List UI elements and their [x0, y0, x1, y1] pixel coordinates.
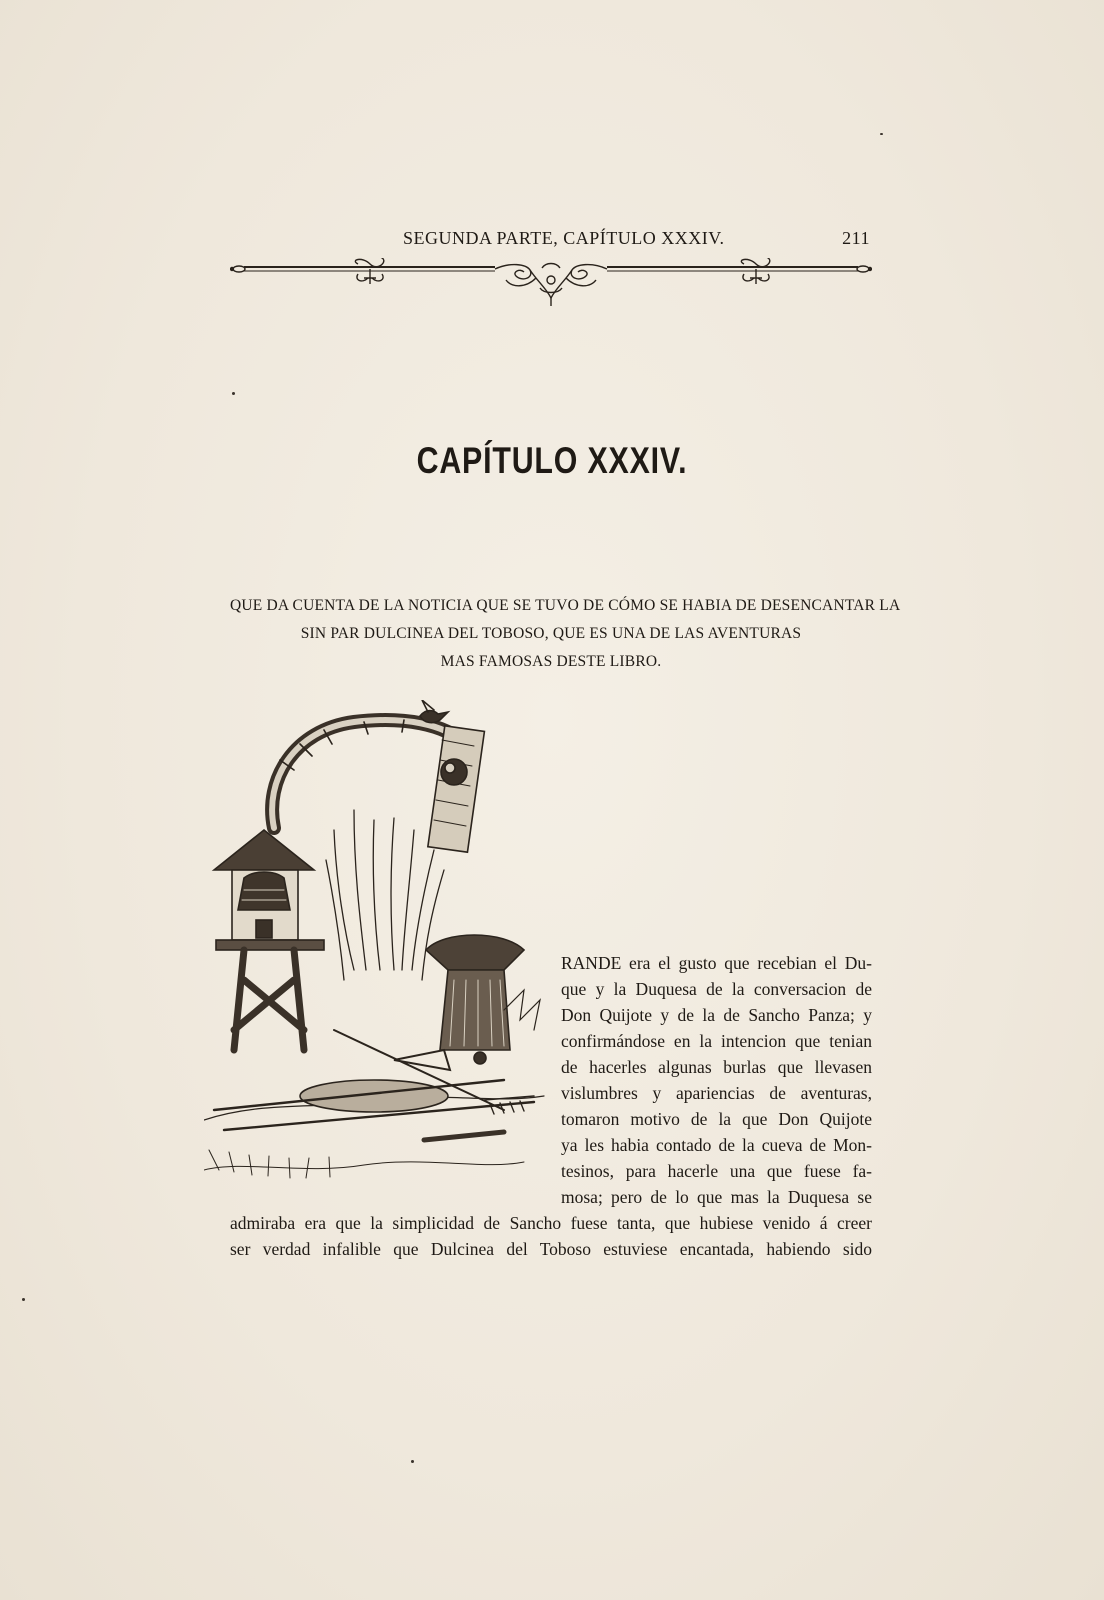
paper-speck [880, 133, 883, 135]
body-line: ser verdad infalible que Dulcinea del Toboso estuviese encantada, habiendo sido [230, 1239, 872, 1259]
decorated-initial-g-illustration-icon [204, 700, 556, 1200]
summary-line: QUE DA CUENTA DE LA NOTICIA QUE SE TUVO DE CÓMO SE HABIA DE DESENCANTAR LA [230, 597, 901, 614]
summary-line: SIN PAR DULCINEA DEL TOBOSO, QUE ES UNA DE LAS AVENTURAS [300, 625, 802, 642]
body-line: vislumbres y apariencias de aventuras, [561, 1083, 872, 1103]
body-line: que y la Duquesa de la conversacion de [561, 979, 872, 999]
paper-speck [232, 392, 235, 395]
ornamental-rule-icon [230, 258, 872, 314]
running-head-title: SEGUNDA PARTE, CAPÍTULO XXXIV. [403, 228, 725, 248]
paper-speck [22, 1298, 25, 1301]
body-line: de hacerles algunas burlas que llevasen [561, 1057, 872, 1077]
body-line: tesinos, para hacerle una que fuese fa- [561, 1161, 872, 1181]
body-line: RANDE era el gusto que recebian el Du- [561, 953, 872, 973]
running-head [230, 228, 870, 252]
paper-speck [411, 1460, 414, 1463]
chapter-summary [230, 592, 901, 676]
body-line: tomaron motivo de la que Don Quijote [561, 1109, 872, 1129]
body-line: ya les habia contado de la cueva de Mon- [561, 1135, 872, 1155]
body-line: Don Quijote y de la de Sancho Panza; y [561, 1005, 872, 1025]
chapter-title: CAPÍTULO XXXIV. [416, 440, 688, 481]
body-line: mosa; pero de lo que mas la Duquesa se [561, 1187, 872, 1207]
body-line: admiraba era que la simplicidad de Sancho fuese tanta, que hubiese venido á creer [230, 1213, 872, 1233]
body-line: confirmándose en la intencion que tenian [561, 1031, 872, 1051]
summary-line: MAS FAMOSAS DESTE LIBRO. [440, 653, 662, 670]
page-number: 211 [842, 228, 870, 248]
